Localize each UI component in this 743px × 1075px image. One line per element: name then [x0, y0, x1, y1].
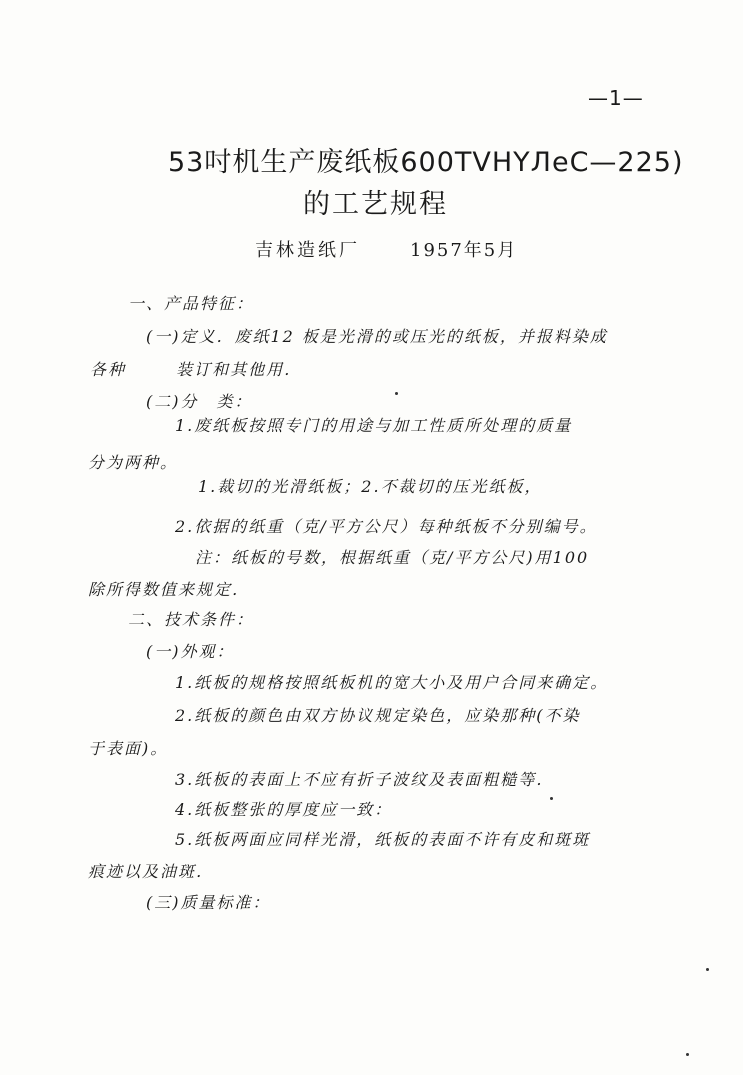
subsection-heading-appearance: (一)外观：	[146, 642, 235, 661]
section-heading-technical-conditions: 二、技术条件：	[128, 610, 255, 629]
paragraph-line: 1.纸板的规格按照纸板机的宽大小及用户合同来确定。	[175, 673, 609, 692]
section-heading-product-features: 一、产品特征：	[128, 294, 255, 313]
paragraph-line: 痕迹以及油斑．	[88, 862, 215, 881]
paragraph-line: (一)定义．废纸12 板是光滑的或压光的纸板，并报料染成	[146, 327, 608, 346]
subsection-heading-classification: (二)分 类：	[146, 392, 253, 411]
paragraph-line: 2.依据的纸重（克/平方公尺）每种纸板不分别编号。	[175, 517, 598, 536]
subsection-heading-quality-standard: (三)质量标准：	[146, 893, 271, 912]
author: 吉林造纸厂	[255, 240, 360, 261]
paragraph-line: 分为两种。	[88, 453, 179, 472]
date: 1957年5月	[410, 240, 518, 261]
note-line: 注：纸板的号数，根据纸重（克/平方公尺)用100	[195, 548, 590, 567]
paragraph-line: 1.废纸板按照专门的用途与加工性质所处理的质量	[175, 416, 573, 435]
paragraph-line: 3.纸板的表面上不应有折子波纹及表面粗糙等．	[175, 770, 555, 789]
paragraph-line: 2.纸板的颜色由双方协议规定染色，应染那种(不染	[175, 706, 581, 725]
document-title: 53吋机生产废纸板600TVHYЛeC—225)	[168, 147, 684, 178]
paragraph-line: 各种 装订和其他用．	[90, 360, 303, 379]
paragraph-line: 5.纸板两面应同样光滑，纸板的表面不许有皮和斑斑	[175, 830, 591, 849]
ink-speck	[550, 797, 553, 800]
ink-speck	[686, 1053, 689, 1056]
paragraph-line: 4.纸板整张的厚度应一致：	[175, 800, 393, 819]
ink-speck	[706, 968, 709, 971]
paragraph-line: 于表面)。	[88, 739, 169, 758]
paragraph-line: 除所得数值来规定．	[88, 580, 251, 599]
ink-speck	[395, 392, 398, 395]
paragraph-line: 1.裁切的光滑纸板；2.不裁切的压光纸板，	[198, 477, 543, 496]
document-title-line2: 的工艺规程	[303, 189, 448, 220]
page-number: —1—	[588, 86, 644, 110]
